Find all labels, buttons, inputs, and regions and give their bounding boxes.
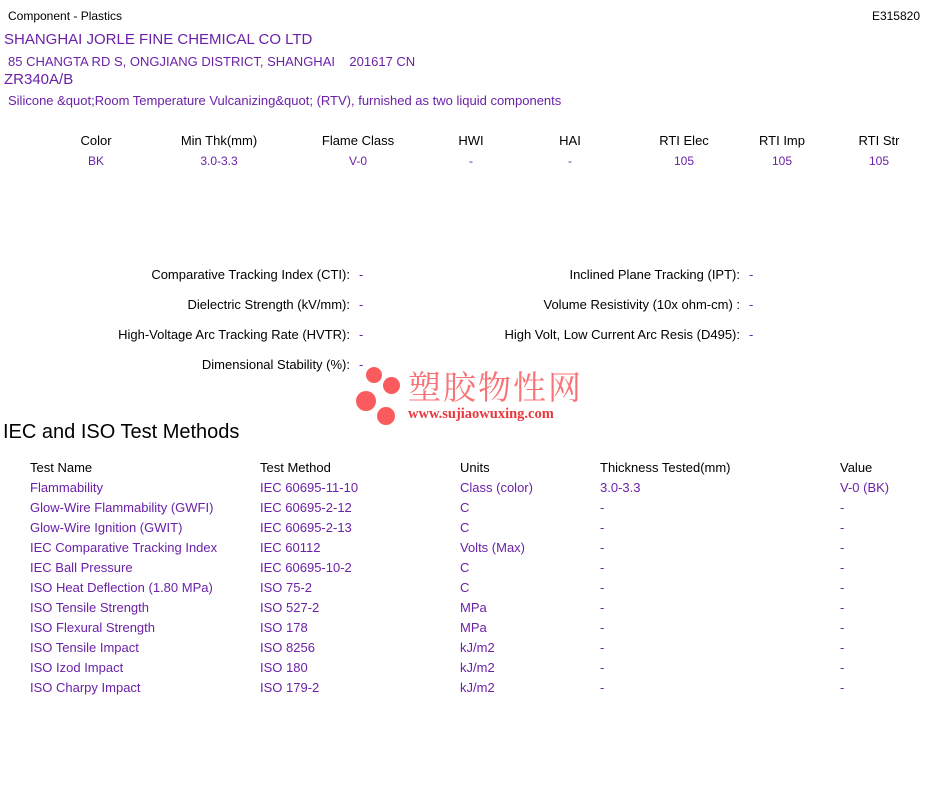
section-title: IEC and ISO Test Methods [3, 421, 240, 443]
thickness-cell: - [600, 540, 605, 555]
test-method-row [30, 658, 940, 678]
property-label: Dimensional Stability (%): [201, 357, 350, 372]
test-method-row [30, 678, 940, 698]
value-cell: - [840, 540, 845, 555]
property-row [400, 290, 753, 320]
test-method-cell: IEC 60695-11-10 [260, 480, 359, 495]
test-method-cell: ISO 527-2 [260, 600, 320, 615]
property-row [0, 350, 363, 380]
logo-dot-icon [356, 391, 376, 411]
thickness-cell: - [600, 600, 605, 615]
property-label: High Volt, Low Current Arc Resis (D495): [504, 327, 740, 342]
test-method-cell: ISO 8256 [260, 640, 315, 655]
ratings-column-header: RTI Str [858, 133, 900, 148]
units-cell: C [460, 580, 470, 595]
test-name-cell: Flammability [30, 480, 103, 495]
test-method-row [30, 618, 940, 638]
value-cell: - [840, 660, 845, 675]
value-cell: - [840, 500, 845, 515]
company-name: SHANGHAI JORLE FINE CHEMICAL CO LTD [4, 31, 313, 48]
value-cell: - [840, 640, 845, 655]
test-method-cell: IEC 60695-2-12 [260, 500, 352, 515]
ratings-column-header: HWI [458, 133, 484, 148]
test-name-cell: ISO Charpy Impact [30, 680, 141, 695]
units-cell: kJ/m2 [460, 680, 495, 695]
test-method-row [30, 538, 940, 558]
thickness-cell: 3.0-3.3 [600, 480, 641, 495]
ratings-header-row [40, 133, 934, 148]
electrical-properties-left [0, 260, 363, 380]
ratings-value-row [40, 154, 934, 168]
property-value: - [359, 297, 364, 312]
ratings-value: V-0 [348, 154, 367, 168]
ratings-value: 105 [673, 154, 695, 168]
test-name-cell: ISO Heat Deflection (1.80 MPa) [30, 580, 213, 595]
property-value: - [749, 327, 754, 342]
test-method-cell: IEC 60695-2-13 [260, 520, 352, 535]
property-value: - [359, 357, 364, 372]
test-name-cell: ISO Tensile Strength [30, 600, 149, 615]
test-name-cell: IEC Comparative Tracking Index [30, 540, 218, 555]
property-value: - [749, 267, 754, 282]
ratings-column-header: HAI [559, 133, 581, 148]
property-label: Comparative Tracking Index (CTI): [151, 267, 350, 282]
thickness-cell: - [600, 520, 605, 535]
value-cell: - [840, 580, 845, 595]
logo-dot-icon [377, 407, 395, 425]
test-methods-table [30, 478, 940, 698]
property-value: - [749, 297, 754, 312]
logo-dot-icon [383, 377, 400, 394]
value-cell: - [840, 680, 845, 695]
units-cell: C [460, 500, 470, 515]
ratings-column-header: Color [80, 133, 112, 148]
value-cell: - [840, 560, 845, 575]
property-row [0, 320, 363, 350]
thickness-cell: - [600, 660, 605, 675]
property-row [0, 290, 363, 320]
property-row [0, 260, 363, 290]
test-methods-header-row [30, 458, 940, 478]
test-methods-column-header: Units [460, 460, 490, 475]
property-label: Dielectric Strength (kV/mm): [187, 297, 350, 312]
ratings-value: - [469, 154, 473, 168]
test-method-row [30, 518, 940, 538]
watermark-site-url: www.sujiaowuxing.com [408, 406, 554, 422]
property-label: Volume Resistivity (10x ohm-cm) : [543, 297, 740, 312]
test-methods-column-header: Test Name [30, 460, 93, 475]
value-cell: - [840, 620, 845, 635]
test-name-cell: Glow-Wire Ignition (GWIT) [30, 520, 183, 535]
test-method-row [30, 578, 940, 598]
test-method-row [30, 558, 940, 578]
test-method-row [30, 498, 940, 518]
test-method-cell: ISO 75-2 [260, 580, 313, 595]
ratings-column-header: Flame Class [321, 133, 395, 148]
watermark-site-name: 塑胶物性网 [408, 368, 583, 407]
value-cell: V-0 (BK) [840, 480, 890, 495]
product-grade: ZR340A/B [4, 71, 74, 88]
property-label: Inclined Plane Tracking (IPT): [569, 267, 740, 282]
property-row [400, 260, 753, 290]
test-method-cell: ISO 179-2 [260, 680, 320, 695]
units-cell: MPa [460, 600, 487, 615]
test-method-cell: ISO 178 [260, 620, 308, 635]
thickness-cell: - [600, 560, 605, 575]
test-name-cell: ISO Tensile Impact [30, 640, 139, 655]
test-method-row [30, 638, 940, 658]
company-address: 85 CHANGTA RD S, ONGJIANG DISTRICT, SHANGHAI 201617 CN [8, 54, 416, 69]
ratings-column-header: RTI Elec [659, 133, 709, 148]
test-method-cell: IEC 60112 [260, 540, 321, 555]
test-name-cell: IEC Ball Pressure [30, 560, 133, 575]
property-row [400, 320, 753, 350]
test-method-row [30, 598, 940, 618]
sujiaowuxing-watermark [355, 362, 605, 428]
electrical-properties-right [400, 260, 753, 350]
ratings-value: - [568, 154, 572, 168]
document-type-label: Component - Plastics [8, 9, 123, 23]
ratings-value: BK [87, 154, 104, 168]
units-cell: Volts (Max) [460, 540, 526, 555]
logo-dot-icon [366, 367, 382, 383]
test-methods-column-header: Thickness Tested(mm) [600, 460, 731, 475]
material-description: Silicone &quot;Room Temperature Vulcanizing&quot; (RTV), furnished as two liquid components [8, 93, 562, 108]
test-method-row [30, 478, 940, 498]
units-cell: C [460, 560, 470, 575]
test-name-cell: ISO Izod Impact [30, 660, 124, 675]
test-name-cell: Glow-Wire Flammability (GWFI) [30, 500, 214, 515]
ratings-value: 105 [868, 154, 890, 168]
value-cell: - [840, 600, 845, 615]
ul-file-number: E315820 [871, 9, 920, 23]
units-cell: kJ/m2 [460, 640, 495, 655]
units-cell: MPa [460, 620, 487, 635]
thickness-cell: - [600, 580, 605, 595]
units-cell: kJ/m2 [460, 660, 495, 675]
test-methods-column-header: Test Method [260, 460, 331, 475]
ratings-value: 3.0-3.3 [200, 154, 238, 168]
ratings-column-header: Min Thk(mm) [180, 133, 258, 148]
thickness-cell: - [600, 680, 605, 695]
test-name-cell: ISO Flexural Strength [30, 620, 155, 635]
test-method-cell: IEC 60695-10-2 [260, 560, 352, 575]
test-methods-column-header: Value [840, 460, 873, 475]
thickness-cell: - [600, 500, 605, 515]
units-cell: C [460, 520, 470, 535]
property-value: - [359, 327, 364, 342]
property-label: High-Voltage Arc Tracking Rate (HVTR): [118, 327, 350, 342]
test-method-cell: ISO 180 [260, 660, 308, 675]
ratings-column-header: RTI Imp [759, 133, 805, 148]
ratings-value: 105 [771, 154, 793, 168]
property-value: - [359, 267, 364, 282]
thickness-cell: - [600, 640, 605, 655]
units-cell: Class (color) [460, 480, 533, 495]
value-cell: - [840, 520, 845, 535]
thickness-cell: - [600, 620, 605, 635]
